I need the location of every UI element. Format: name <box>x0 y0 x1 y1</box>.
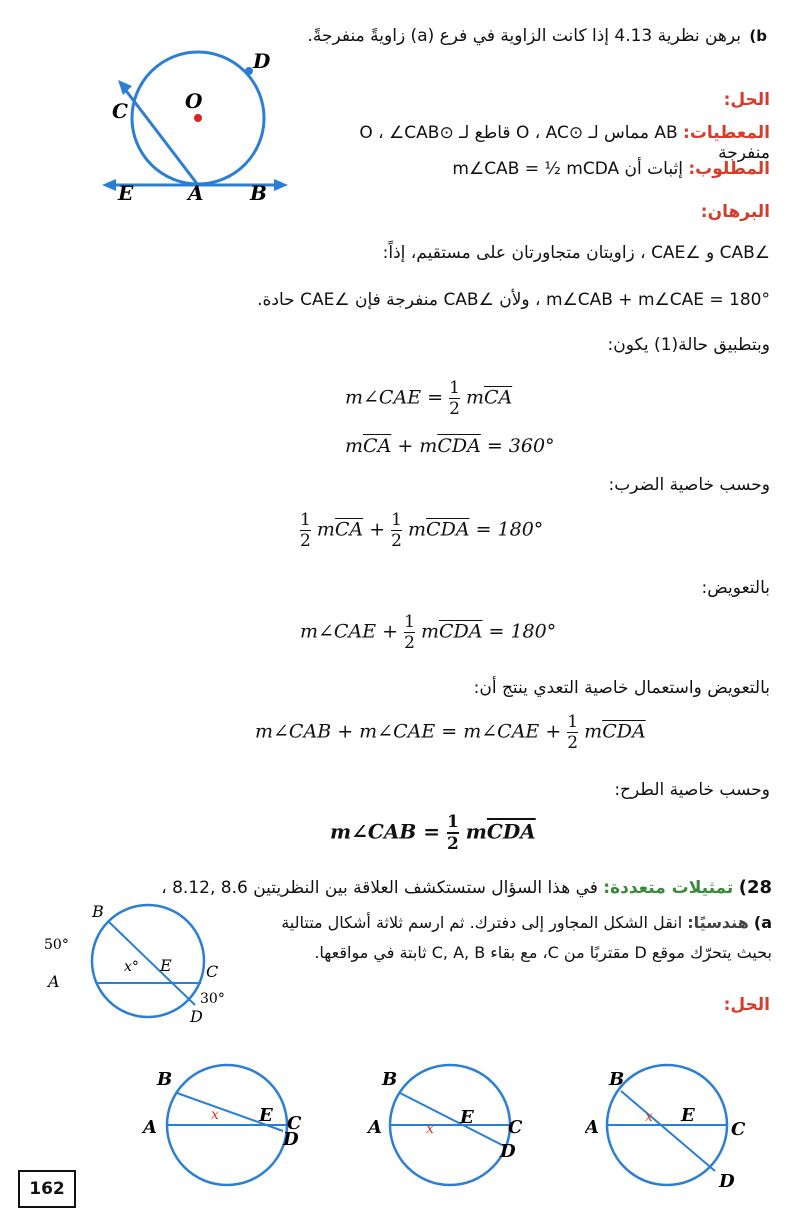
given-text: AB مماس لـ ⊙O ، AC قاطع لـ ⊙O ، ∠CAB منفرجة <box>359 123 770 163</box>
solution-figure-1 <box>135 1035 315 1190</box>
fig1-label-O: O <box>185 89 203 113</box>
q28-solution-label: الحل: <box>723 995 770 1015</box>
sol2-label-B: B <box>382 1069 398 1090</box>
given-label: المعطيات: <box>683 123 770 143</box>
proof-line-4: وحسب خاصية الضرب: <box>608 475 770 495</box>
proof-line-5: بالتعويض: <box>701 578 770 598</box>
solution-label: الحل: <box>723 90 770 110</box>
equation-2: $m\overline{CA} + m\overline{CDA} = 360^\circ$ <box>345 435 555 457</box>
equation-4: m∠CAE + $\frac{1}{2}$ $m\overline{CDA} = 180^\circ$ <box>300 612 557 653</box>
q28-heading: تمثيلات متعددة: <box>603 878 734 898</box>
sol3-label-B: B <box>609 1069 625 1090</box>
sol2-label-C: C <box>508 1117 523 1138</box>
part-b-letter: b) <box>749 27 767 45</box>
proof-line-2: m∠CAB + m∠CAE = 180° ، ولأن ∠CAB منفرجة فإن ∠CAE حادة. <box>257 290 770 310</box>
solution-figure-2 <box>360 1035 540 1190</box>
sol3-label-x: x <box>645 1109 653 1125</box>
sol1-label-A: A <box>143 1117 157 1138</box>
sol1-label-D: D <box>283 1129 299 1150</box>
sol1-label-C: C <box>287 1113 302 1134</box>
sol2-label-A: A <box>368 1117 382 1138</box>
sol1-label-x: x <box>211 1107 219 1123</box>
fig2-label-50: 50° <box>44 937 69 953</box>
eq1-arc: $\overline{CA}$ <box>483 386 513 409</box>
fig1-label-A: A <box>188 181 204 200</box>
part-b-text: برهن نظرية 4.13 إذا كانت الزاوية في فرع (a) زاويةً منفرجةً. <box>307 26 741 46</box>
sol2-label-x: x <box>426 1121 434 1137</box>
fig1-label-D: D <box>253 49 271 73</box>
required-line <box>310 159 770 179</box>
figure-intersecting-chords <box>40 895 225 1025</box>
sol3-label-A: A <box>585 1117 599 1138</box>
fig2-label-E: E <box>160 956 172 975</box>
sol2-label-E: E <box>460 1107 474 1128</box>
equation-3: $\frac{1}{2}$ $m\overline{CA}$ + $\frac{1}{2}$ $m\overline{CDA} = 180^\circ$ <box>300 510 544 551</box>
proof-line-6: بالتعويض واستعمال خاصية التعدي ينتج أن: <box>473 678 770 698</box>
solution-figure-3 <box>585 1035 765 1195</box>
required-text: إثبات أن m∠CAB = ½ mCDA <box>452 159 683 179</box>
sol3-label-C: C <box>731 1119 746 1140</box>
fig2-label-C: C <box>206 962 219 981</box>
q28-part-a <box>212 908 772 968</box>
required-label: المطلوب: <box>688 159 770 179</box>
part-b-prompt <box>250 26 770 46</box>
proof-line-1: ∠CAB و ∠CAE ، زاويتان متجاورتان على مستقيم، إذاً: <box>382 243 770 263</box>
figure-tangent-secant <box>100 40 300 200</box>
fig2-label-30: 30° <box>200 991 225 1007</box>
sol3-label-E: E <box>681 1105 695 1126</box>
q28-part-a-text2: بحيث يتحرّك موقع D مقتربًا من C، مع بقاء C, A, B ثابتة في مواقعها. <box>314 943 772 962</box>
eq1-frac: $\frac{1}{2}$ <box>449 378 460 419</box>
q28-number: 28) <box>738 877 772 898</box>
q28-part-a-letter: a) <box>753 913 772 932</box>
fig1-label-B: B <box>250 181 267 200</box>
page-number: 162 <box>18 1170 76 1208</box>
proof-label: البرهان: <box>700 202 770 222</box>
proof-line-3: وبتطبيق حالة(1) يكون: <box>607 335 770 355</box>
equation-5: m∠CAB + m∠CAE = m∠CAE + $\frac{1}{2}$ $m\overline{CDA}$ <box>255 712 646 753</box>
q28-part-a-text1: انقل الشكل المجاور إلى دفترك. ثم ارسم ثلاثة أشكال متتالية <box>281 913 683 932</box>
fig2-label-x: x° <box>124 959 139 975</box>
q28-part-a-label: هندسيًا: <box>687 913 749 932</box>
sol1-label-E: E <box>259 1105 273 1126</box>
fig1-label-C: C <box>112 99 128 123</box>
proof-line-7: وحسب خاصية الطرح: <box>614 780 770 800</box>
fig1-label-E: E <box>118 181 134 200</box>
sol1-label-B: B <box>157 1069 173 1090</box>
equation-6: m∠CAB = $\frac{1}{2}$ $m\overline{CDA}$ <box>330 812 536 854</box>
fig2-label-A: A <box>48 972 60 991</box>
equation-1: m∠CAE = $\frac{1}{2}$ $m\overline{CA}$ <box>345 378 513 419</box>
fig2-label-B: B <box>92 902 104 921</box>
sol3-label-D: D <box>719 1171 735 1192</box>
q28-part-a-line1 <box>212 908 772 938</box>
fig2-label-D: D <box>190 1007 203 1025</box>
sol2-label-D: D <box>500 1141 516 1162</box>
q28-text: في هذا السؤال ستستكشف العلاقة بين النظريتين 8.6 ,8.12 ، <box>161 878 598 898</box>
given-line <box>310 123 770 163</box>
